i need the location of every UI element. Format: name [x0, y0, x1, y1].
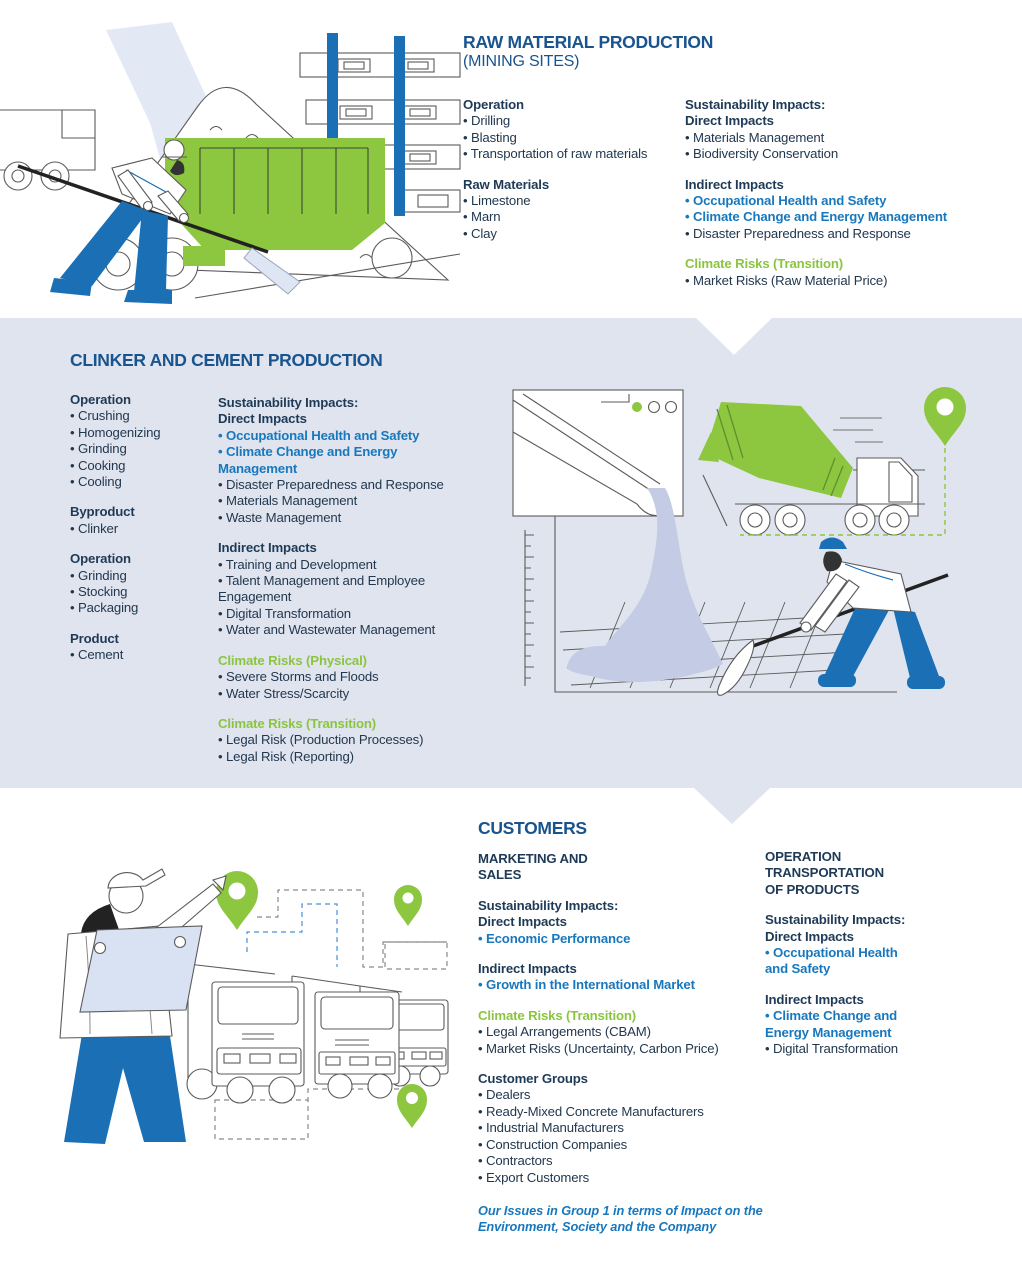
group-heading: Climate Risks (Transition)	[478, 1007, 637, 1023]
green-dot-icon	[632, 402, 642, 412]
group-heading: Sustainability Impacts:	[685, 97, 826, 112]
list-group	[765, 992, 920, 1058]
list-item: • Waste Management	[218, 509, 342, 525]
list-item: • Climate Change and Energy Management	[218, 444, 398, 476]
list-item: • Cooking	[70, 457, 126, 473]
list-group	[218, 653, 476, 702]
list-group	[218, 716, 476, 765]
list-item: • Severe Storms and Floods	[218, 669, 379, 685]
list-item: • Market Risks (Raw Material Price)	[685, 272, 888, 288]
list-item: • Industrial Manufacturers	[478, 1120, 624, 1136]
group-heading: Climate Risks (Transition)	[685, 256, 844, 272]
list-item: • Economic Performance	[478, 930, 631, 946]
section2-title: CLINKER AND CEMENT PRODUCTION	[70, 350, 383, 370]
list-item: • Packaging	[70, 600, 139, 616]
list-item: • Grinding	[70, 567, 127, 583]
list-item: • Water and Wastewater Management	[218, 622, 436, 638]
location-pin-icon	[397, 1084, 427, 1128]
list-item: • Disaster Preparedness and Response	[685, 225, 911, 241]
list-item: • Limestone	[463, 193, 531, 209]
group-heading: Direct Impacts	[765, 928, 854, 944]
list-item: • Legal Risk (Reporting)	[218, 748, 354, 764]
speed-lines	[833, 418, 883, 442]
list-group	[478, 851, 733, 884]
list-group	[478, 1071, 733, 1186]
group-heading: Indirect Impacts	[685, 176, 784, 192]
flow-arrow-icon	[694, 788, 770, 824]
list-item: • Disaster Preparedness and Response	[218, 477, 444, 493]
list-group	[478, 1008, 733, 1057]
list-item: • Growth in the International Market	[478, 977, 695, 993]
list-item: • Climate Change and Energy Management	[765, 1008, 898, 1040]
group-heading: Operation	[70, 392, 131, 407]
cap-icon	[108, 869, 165, 888]
ruler	[525, 530, 534, 686]
worker-figure	[800, 538, 945, 690]
list-group	[478, 961, 733, 994]
group-heading: Sustainability Impacts:	[218, 395, 359, 410]
list-item: • Clinker	[70, 520, 118, 536]
list-item: • Cooling	[70, 474, 122, 490]
concrete-blob	[567, 626, 710, 682]
list-item: • Occupational Health and Safety	[685, 193, 887, 209]
list-item: • Construction Companies	[478, 1136, 628, 1152]
list-item: • Ready-Mixed Concrete Manufacturers	[478, 1103, 704, 1119]
list-item: • Cement	[70, 647, 124, 663]
dashed-route-blue	[247, 904, 337, 967]
inspector-figure	[60, 869, 226, 1144]
trowel-blade	[718, 640, 754, 695]
operation-transportation-column	[765, 849, 920, 1071]
group-heading: Customer Groups	[478, 1071, 588, 1087]
truck-fleet	[187, 964, 448, 1103]
section1-left-column	[463, 97, 683, 256]
group-heading: Operation	[463, 97, 524, 112]
list-item: • Digital Transformation	[765, 1041, 898, 1057]
flow-arrow-icon	[696, 318, 772, 355]
dump-bed	[165, 138, 385, 266]
cement-pouring-illustration	[505, 380, 1020, 715]
group-heading: Operation	[70, 551, 131, 567]
mixer-truck	[698, 402, 925, 535]
list-item: • Talent Management and Employee Engagement	[218, 573, 426, 605]
group-heading: Indirect Impacts	[478, 961, 577, 977]
list-group	[478, 898, 733, 947]
list-item: • Stocking	[70, 584, 128, 600]
list-item: • Training and Development	[218, 556, 377, 572]
section2-left-column	[70, 392, 218, 678]
group-heading: Direct Impacts	[218, 411, 307, 427]
list-item: • Clay	[463, 225, 497, 241]
list-item: • Materials Management	[685, 129, 825, 145]
list-item: • Transportation of raw materials	[463, 146, 648, 162]
list-item: • Export Customers	[478, 1169, 590, 1185]
list-item: • Contractors	[478, 1153, 553, 1169]
section1-right-column	[685, 97, 1022, 303]
section2-right-column	[218, 395, 476, 779]
pin-hole	[937, 399, 954, 416]
group-heading: Direct Impacts	[685, 113, 774, 129]
group-heading: Climate Risks (Physical)	[218, 652, 367, 668]
group-heading: Climate Risks (Transition)	[218, 715, 377, 731]
cap-icon	[819, 538, 847, 550]
list-item: • Digital Transformation	[218, 605, 351, 621]
marketing-sales-column	[478, 851, 733, 1200]
list-item: • Market Risks (Uncertainty, Carbon Price)	[478, 1040, 719, 1056]
wheel	[372, 238, 412, 278]
list-item: • Biodiversity Conservation	[685, 146, 839, 162]
blue-pillar	[394, 36, 405, 216]
mixer-drum	[705, 402, 853, 498]
group-heading: Indirect Impacts	[218, 540, 317, 556]
list-item: • Homogenizing	[70, 424, 161, 440]
location-pin-icon	[394, 885, 422, 926]
list-group	[218, 540, 476, 638]
list-group	[70, 551, 218, 617]
list-item: • Legal Arrangements (CBAM)	[478, 1024, 651, 1040]
list-item: • Grinding	[70, 441, 127, 457]
group-heading: OPERATION	[765, 849, 842, 864]
list-item: • Materials Management	[218, 493, 358, 509]
section3-title: CUSTOMERS	[478, 818, 587, 838]
list-item: • Legal Risk (Production Processes)	[218, 732, 424, 748]
group-heading: Byproduct	[70, 504, 135, 520]
list-group	[70, 504, 218, 537]
list-group	[70, 392, 218, 490]
group-heading: Indirect Impacts	[765, 991, 864, 1007]
section1-header	[463, 32, 713, 72]
list-item: • Occupational Health and Safety	[218, 427, 420, 443]
group1-issues-note: Our Issues in Group 1 in terms of Impact on the Environment, Society and the Company	[478, 1203, 763, 1234]
list-group	[70, 631, 218, 664]
list-group	[463, 177, 683, 243]
group-heading: OF PRODUCTS	[765, 881, 860, 897]
mining-illustration	[0, 18, 462, 314]
list-group	[463, 97, 683, 163]
list-item: • Water Stress/Scarcity	[218, 685, 350, 701]
logistics-illustration	[30, 852, 480, 1152]
list-group	[685, 97, 1022, 163]
group-heading: Direct Impacts	[478, 914, 567, 930]
location-pin-icon	[924, 387, 966, 446]
truck-outline	[0, 110, 95, 190]
group-heading: Sustainability Impacts:	[765, 912, 906, 928]
list-group	[765, 849, 920, 898]
group-heading: Sustainability Impacts:	[478, 897, 619, 913]
group-heading: Raw Materials	[463, 176, 550, 192]
list-group	[685, 256, 1022, 289]
list-item: • Crushing	[70, 408, 130, 424]
group-heading: MARKETING AND	[478, 851, 588, 866]
list-item: • Occupational Health and Safety	[765, 945, 898, 977]
list-group	[685, 177, 1022, 243]
list-item: • Climate Change and Energy Management	[685, 209, 947, 225]
group-heading: SALES	[478, 867, 522, 883]
group-heading: Product	[70, 630, 119, 646]
section1-subtitle: (MINING SITES)	[463, 53, 580, 70]
list-group	[218, 395, 476, 526]
list-item: • Marn	[463, 209, 501, 225]
section1-title: RAW MATERIAL PRODUCTION	[463, 32, 714, 52]
list-group	[765, 912, 920, 978]
list-item: • Dealers	[478, 1087, 531, 1103]
list-item: • Drilling	[463, 113, 511, 129]
list-item: • Blasting	[463, 129, 517, 145]
group-heading: TRANSPORTATION	[765, 865, 885, 881]
